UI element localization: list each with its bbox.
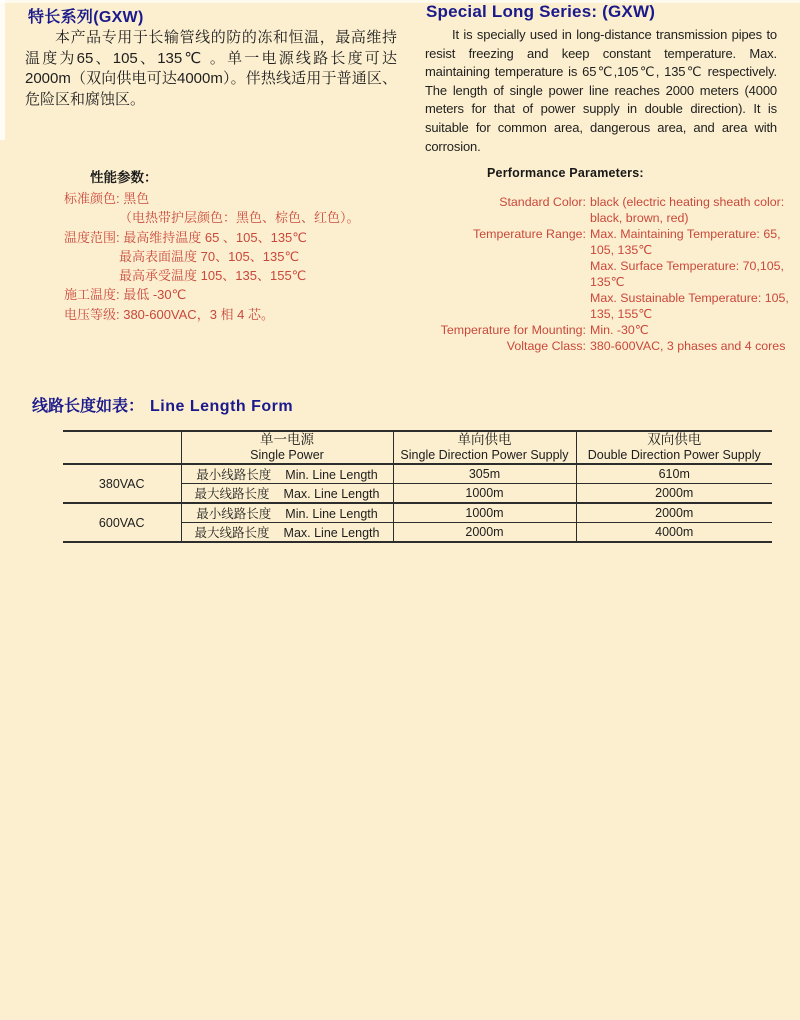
row-label-max: 最大线路长度 Max. Line Length (181, 484, 393, 504)
param-line-surface-temp-cn: 最高表面温度 70、105、135℃ (119, 248, 300, 264)
param-row-temp-range: Temperature Range: Max. Maintaining Temperature: 65, (473, 227, 781, 241)
param-line-voltage-class-cn: 电压等级: 380-600VAC，3 相 4 芯。 (64, 306, 274, 322)
series-title-cn: 特长系列(GXW) (28, 9, 144, 26)
param-row-standard-color: Standard Color: black (electric heating sheath color: (499, 195, 785, 209)
param-row-sheath-colors: black, brown, red) (590, 211, 689, 225)
param-line-mounting-temp-cn: 施工温度: 最低 -30℃ (64, 287, 187, 303)
header-empty-cell (63, 431, 181, 464)
voltage-cell-380vac: 380VAC (98, 476, 145, 491)
line-length-heading (32, 393, 293, 416)
param-row-sustain-temp: Max. Sustainable Temperature: 105, (590, 291, 789, 305)
param-row-mounting-temp: Temperature for Mounting: Min. -30℃ (440, 323, 649, 337)
table-row-380vac-min (63, 464, 772, 484)
series-description-cn: 本产品专用于长输管线的防的冻和恒温，最高维持温度为65、105、135℃ 。单一电源线路长度可达2000m（双向供电可达4000m）。伴热线适用于普通区、危险区和腐蚀区。 (25, 29, 397, 108)
param-line-sheath-color-cn: （电热带护层颜色：黑色、棕色、红色）。 (119, 210, 360, 226)
row-label-min: 最小线路长度 Min. Line Length (181, 503, 393, 523)
scan-edge-left (0, 0, 5, 140)
performance-parameters-heading-cn: 性能参数： (90, 170, 158, 185)
value-380-max-single: 1000m (393, 484, 576, 504)
value-380-min-single: 305m (393, 464, 576, 484)
param-line-temp-range-cn: 温度范围: 最高维持温度 65 、105、135℃ (64, 229, 307, 245)
row-label-max: 最大线路长度 Max. Line Length (181, 523, 393, 543)
row-label-min: 最小线路长度 Min. Line Length (181, 464, 393, 484)
header-single-direction: 单向供电 Single Direction Power Supply (393, 431, 576, 464)
value-380-max-double: 2000m (576, 484, 772, 504)
param-row-sustain-temp-cont: 135, 155℃ (590, 307, 653, 321)
performance-parameters-list-cn (64, 189, 404, 324)
param-row-surface-temp: Max. Surface Temperature: 70,105, (590, 259, 784, 273)
series-title-en: Special Long Series: (GXW) (426, 2, 656, 21)
param-row-voltage-class: Voltage Class: 380-600VAC, 3 phases and 4 cores (506, 339, 786, 353)
table-row-600vac-min (63, 503, 772, 523)
param-row-surface-temp-cont: 135℃ (590, 275, 625, 289)
voltage-cell-600vac: 600VAC (98, 515, 145, 530)
performance-parameters-list-en (420, 194, 792, 354)
param-line-sustain-temp-cn: 最高承受温度 105、135、155℃ (119, 268, 307, 284)
line-length-heading-cn: 线路长度如表： (32, 398, 145, 415)
value-380-min-double: 610m (576, 464, 772, 484)
performance-parameters-heading-en: Performance Parameters: (487, 166, 644, 180)
header-double-direction: 双向供电 Double Direction Power Supply (576, 431, 772, 464)
table-header-row (63, 431, 772, 464)
header-single-power: 单一电源 Single Power (181, 431, 393, 464)
value-600-max-double: 4000m (576, 523, 772, 543)
line-length-table (63, 430, 772, 543)
value-600-min-double: 2000m (576, 503, 772, 523)
param-line-standard-color-cn: 标准颜色: 黑色 (64, 191, 150, 206)
scan-edge-top (0, 0, 800, 3)
value-600-min-single: 1000m (393, 503, 576, 523)
series-description-en: It is specially used in long-distance transmission pipes to resist freezing and keep constant temperature. Max. maintaining temperature is 65℃,105℃, 135℃ respectively. The length of single power line reaches 2000 meters (4000 meters for that of power supply in double direction). It is suitable for common area, dangerous area, and area with corrosion. (425, 27, 777, 154)
line-length-heading-en: Line Length Form (150, 398, 294, 415)
param-row-temp-range-cont: 105, 135℃ (590, 243, 653, 257)
value-600-max-single: 2000m (393, 523, 576, 543)
